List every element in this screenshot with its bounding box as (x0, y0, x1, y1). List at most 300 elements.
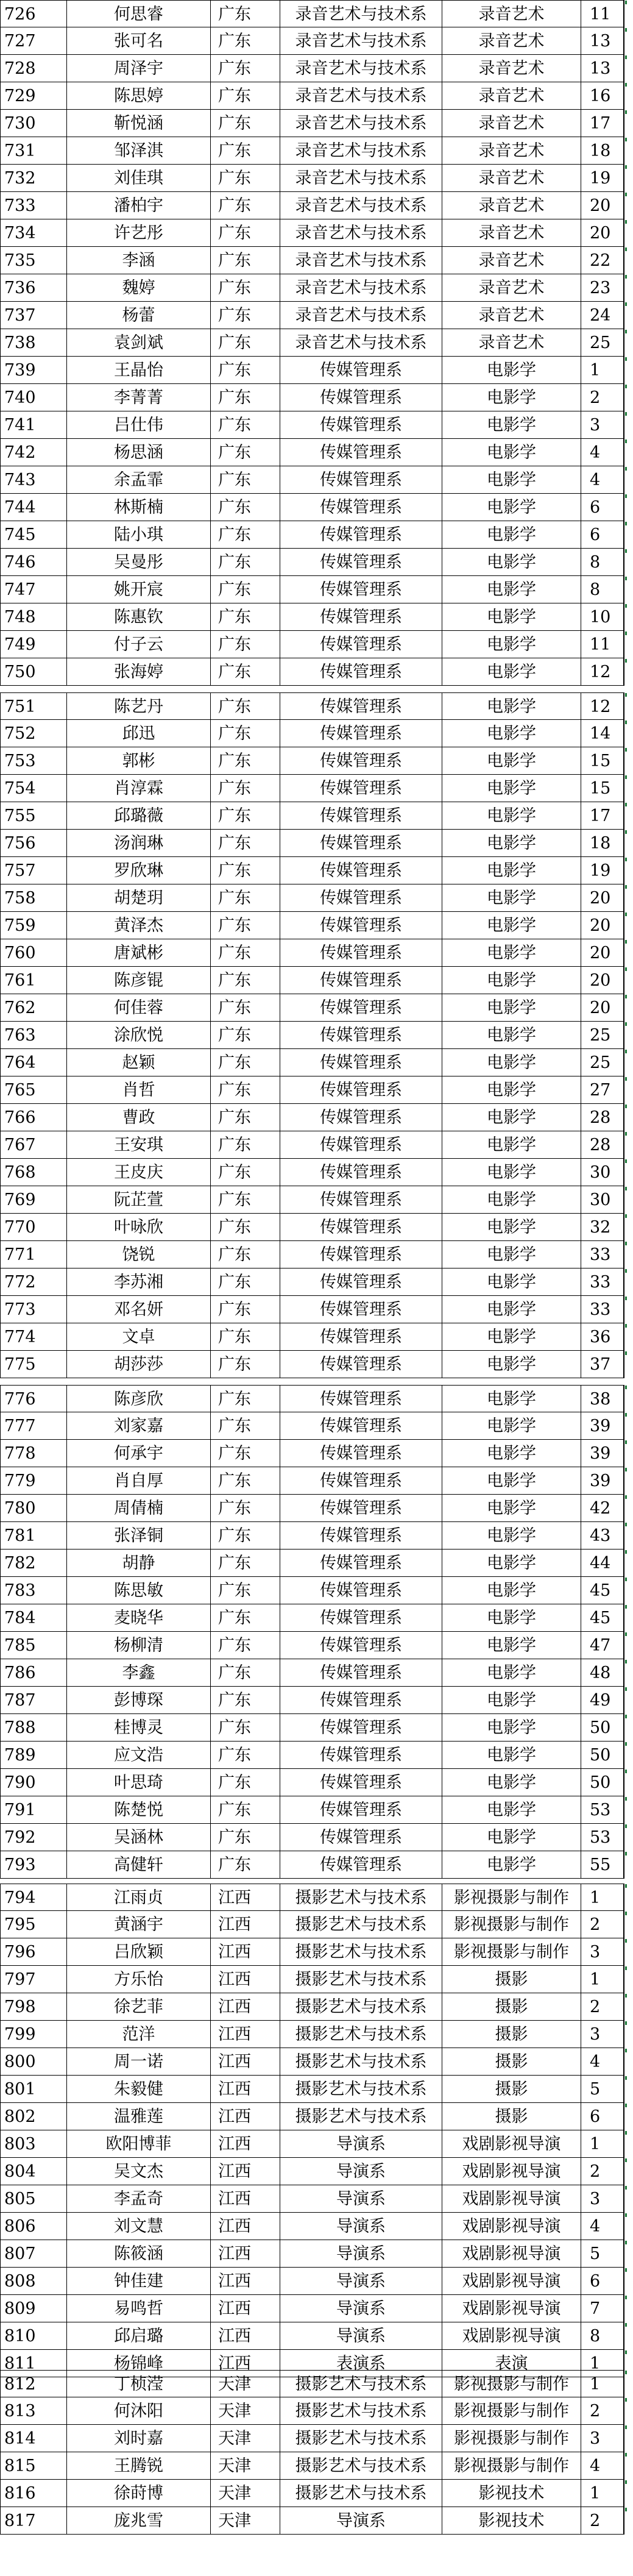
province-cell: 广东 (211, 1467, 280, 1495)
rank-cell: 50 (581, 1714, 624, 1742)
province-cell: 江西 (211, 1966, 280, 1993)
rank-cell: 43 (581, 1522, 624, 1550)
rank-cell: 20 (581, 192, 624, 219)
rank-cell: 2 (581, 1993, 624, 2021)
rank-cell: 8 (581, 2322, 624, 2350)
table-row (0, 1440, 633, 1467)
major-cell: 录音艺术 (442, 192, 581, 219)
cell-corner-marker (625, 193, 627, 196)
major-cell: 录音艺术 (442, 165, 581, 192)
table-row (0, 857, 633, 884)
student-name-cell: 李苏湘 (67, 1268, 211, 1296)
department-cell: 摄影艺术与技术系 (280, 1966, 442, 1993)
rank-cell: 15 (581, 747, 624, 775)
row-number-cell: 758 (0, 884, 67, 912)
department-cell: 传媒管理系 (280, 1186, 442, 1214)
major-cell: 录音艺术 (442, 27, 581, 55)
department-cell: 传媒管理系 (280, 1022, 442, 1049)
department-cell: 传媒管理系 (280, 1604, 442, 1632)
student-name-cell: 黄泽杰 (67, 912, 211, 939)
rank-cell: 28 (581, 1131, 624, 1159)
table-row (0, 1742, 633, 1769)
student-name-cell: 叶思琦 (67, 1769, 211, 1796)
major-cell: 电影学 (442, 631, 581, 658)
cell-corner-marker (625, 467, 627, 471)
province-cell: 广东 (211, 1049, 280, 1076)
rank-cell: 19 (581, 857, 624, 884)
department-cell: 录音艺术与技术系 (280, 110, 442, 137)
cell-corner-marker (625, 1687, 627, 1691)
province-cell: 江西 (211, 2103, 280, 2130)
table-row (0, 1495, 633, 1522)
table-row (0, 775, 633, 802)
table-row (0, 1268, 633, 1296)
major-cell: 电影学 (442, 720, 581, 747)
rank-cell: 4 (581, 2048, 624, 2076)
row-number-cell: 797 (0, 1966, 67, 1993)
province-cell: 广东 (211, 1604, 280, 1632)
major-cell: 电影学 (442, 1186, 581, 1214)
table-row (0, 576, 633, 603)
major-cell: 录音艺术 (442, 247, 581, 274)
province-cell: 广东 (211, 857, 280, 884)
cell-corner-marker (625, 1939, 627, 1943)
rank-cell: 6 (581, 2103, 624, 2130)
row-number-cell: 740 (0, 384, 67, 411)
student-name-cell: 周倩楠 (67, 1495, 211, 1522)
province-cell: 广东 (211, 1186, 280, 1214)
province-cell: 广东 (211, 1268, 280, 1296)
cell-corner-marker (625, 1077, 627, 1081)
student-name-cell: 徐艺菲 (67, 1993, 211, 2021)
table-row (0, 603, 633, 631)
row-number-cell: 726 (0, 0, 67, 27)
department-cell: 摄影艺术与技术系 (280, 2425, 442, 2452)
student-name-cell: 肖哲 (67, 1076, 211, 1104)
rank-cell: 4 (581, 439, 624, 466)
department-cell: 传媒管理系 (280, 1323, 442, 1351)
cell-corner-marker (625, 940, 627, 944)
rank-cell: 11 (581, 0, 624, 27)
student-name-cell: 陆小琪 (67, 521, 211, 549)
table-row (0, 1659, 633, 1687)
major-cell: 电影学 (442, 1351, 581, 1378)
department-cell: 传媒管理系 (280, 357, 442, 384)
province-cell: 广东 (211, 1687, 280, 1714)
rank-cell: 2 (581, 2397, 624, 2425)
student-name-cell: 唐斌彬 (67, 939, 211, 967)
row-number-cell: 812 (0, 2370, 67, 2397)
cell-corner-marker (625, 2076, 627, 2080)
department-cell: 摄影艺术与技术系 (280, 2048, 442, 2076)
rank-cell: 30 (581, 1186, 624, 1214)
major-cell: 摄影 (442, 2076, 581, 2103)
row-number-cell: 753 (0, 747, 67, 775)
province-cell: 广东 (211, 219, 280, 247)
major-cell: 录音艺术 (442, 55, 581, 82)
table-row (0, 549, 633, 576)
cell-corner-marker (625, 1797, 627, 1801)
table-row (0, 1049, 633, 1076)
department-cell: 摄影艺术与技术系 (280, 1911, 442, 1938)
department-cell: 传媒管理系 (280, 747, 442, 775)
table-row (0, 1323, 633, 1351)
row-number-cell: 735 (0, 247, 67, 274)
cell-corner-marker (625, 1297, 627, 1300)
row-number-cell: 796 (0, 1938, 67, 1966)
cell-corner-marker (625, 2425, 627, 2429)
cell-corner-marker (625, 1214, 627, 1218)
table-row (0, 1186, 633, 1214)
student-name-cell: 陈思婷 (67, 82, 211, 110)
row-number-cell: 769 (0, 1186, 67, 1214)
province-cell: 江西 (211, 2076, 280, 2103)
table-row (0, 1131, 633, 1159)
department-cell: 录音艺术与技术系 (280, 165, 442, 192)
rank-cell: 36 (581, 1323, 624, 1351)
department-cell: 传媒管理系 (280, 1851, 442, 1879)
row-number-cell: 798 (0, 1993, 67, 2021)
table-row (0, 2480, 633, 2507)
row-number-cell: 732 (0, 165, 67, 192)
province-cell: 江西 (211, 2185, 280, 2213)
department-cell: 传媒管理系 (280, 1495, 442, 1522)
major-cell: 录音艺术 (442, 137, 581, 165)
table-row (0, 329, 633, 357)
student-name-cell: 邓名妍 (67, 1296, 211, 1323)
province-cell: 天津 (211, 2370, 280, 2397)
row-number-cell: 793 (0, 1851, 67, 1879)
province-cell: 广东 (211, 27, 280, 55)
department-cell: 录音艺术与技术系 (280, 137, 442, 165)
rank-cell: 37 (581, 1351, 624, 1378)
row-number-cell: 728 (0, 55, 67, 82)
rank-cell: 39 (581, 1440, 624, 1467)
rank-cell: 2 (581, 2158, 624, 2185)
cell-corner-marker (625, 522, 627, 525)
cell-corner-marker (625, 2508, 627, 2511)
rank-cell: 20 (581, 939, 624, 967)
student-name-cell: 林斯楠 (67, 494, 211, 521)
row-number-cell: 791 (0, 1796, 67, 1824)
major-cell: 电影学 (442, 1241, 581, 1268)
department-cell: 传媒管理系 (280, 1659, 442, 1687)
department-cell: 传媒管理系 (280, 466, 442, 494)
major-cell: 录音艺术 (442, 110, 581, 137)
rank-cell: 20 (581, 994, 624, 1022)
cell-corner-marker (625, 2480, 627, 2484)
student-name-cell: 黄涵宇 (67, 1911, 211, 1938)
cell-corner-marker (625, 247, 627, 251)
department-cell: 摄影艺术与技术系 (280, 2480, 442, 2507)
rank-cell: 33 (581, 1268, 624, 1296)
row-number-cell: 786 (0, 1659, 67, 1687)
rank-cell: 1 (581, 2480, 624, 2507)
cell-corner-marker (625, 1632, 627, 1636)
student-name-cell: 何思睿 (67, 0, 211, 27)
major-cell: 电影学 (442, 549, 581, 576)
major-cell: 电影学 (442, 521, 581, 549)
table-row (0, 967, 633, 994)
table-row (0, 1159, 633, 1186)
cell-corner-marker (625, 1468, 627, 1471)
major-cell: 电影学 (442, 658, 581, 686)
major-cell: 电影学 (442, 1687, 581, 1714)
rank-cell: 5 (581, 2240, 624, 2268)
row-number-cell: 750 (0, 658, 67, 686)
row-number-cell: 810 (0, 2322, 67, 2350)
student-name-cell: 陈艺丹 (67, 692, 211, 720)
cell-corner-marker (625, 1050, 627, 1053)
rank-cell: 16 (581, 82, 624, 110)
student-name-cell: 刘时嘉 (67, 2425, 211, 2452)
rank-cell: 14 (581, 720, 624, 747)
major-cell: 电影学 (442, 692, 581, 720)
major-cell: 电影学 (442, 576, 581, 603)
province-cell: 广东 (211, 939, 280, 967)
cell-corner-marker (625, 2104, 627, 2107)
table-row (0, 1604, 633, 1632)
cell-corner-marker (625, 1351, 627, 1355)
row-number-cell: 749 (0, 631, 67, 658)
major-cell: 电影学 (442, 1049, 581, 1076)
row-number-cell: 734 (0, 219, 67, 247)
student-name-cell: 桂博灵 (67, 1714, 211, 1742)
student-name-cell: 陈彦欣 (67, 1385, 211, 1412)
row-number-cell: 733 (0, 192, 67, 219)
rank-cell: 19 (581, 165, 624, 192)
row-number-cell: 784 (0, 1604, 67, 1632)
department-cell: 传媒管理系 (280, 1714, 442, 1742)
province-cell: 广东 (211, 247, 280, 274)
student-name-cell: 范洋 (67, 2021, 211, 2048)
cell-corner-marker (625, 2131, 627, 2135)
table-row (0, 1522, 633, 1550)
department-cell: 导演系 (280, 2322, 442, 2350)
rank-cell: 17 (581, 110, 624, 137)
major-cell: 电影学 (442, 1467, 581, 1495)
province-cell: 广东 (211, 658, 280, 686)
department-cell: 传媒管理系 (280, 1467, 442, 1495)
student-name-cell: 王安琪 (67, 1131, 211, 1159)
rank-cell: 38 (581, 1385, 624, 1412)
province-cell: 广东 (211, 1659, 280, 1687)
rank-cell: 4 (581, 2452, 624, 2480)
student-name-cell: 丁桢滢 (67, 2370, 211, 2397)
province-cell: 广东 (211, 1769, 280, 1796)
cell-corner-marker (625, 1187, 627, 1190)
major-cell: 电影学 (442, 994, 581, 1022)
cell-corner-marker (625, 275, 627, 279)
rank-cell: 3 (581, 2425, 624, 2452)
major-cell: 录音艺术 (442, 274, 581, 302)
province-cell: 广东 (211, 55, 280, 82)
rank-cell: 45 (581, 1577, 624, 1604)
rank-cell: 2 (581, 1911, 624, 1938)
rank-cell: 4 (581, 2213, 624, 2240)
province-cell: 广东 (211, 912, 280, 939)
cell-corner-marker (625, 1742, 627, 1746)
major-cell: 电影学 (442, 494, 581, 521)
student-name-cell: 吕仕伟 (67, 411, 211, 439)
cell-corner-marker (625, 1495, 627, 1499)
row-number-cell: 729 (0, 82, 67, 110)
row-number-cell: 752 (0, 720, 67, 747)
rank-cell: 33 (581, 1241, 624, 1268)
cell-corner-marker (625, 830, 627, 834)
province-cell: 广东 (211, 775, 280, 802)
department-cell: 录音艺术与技术系 (280, 329, 442, 357)
department-cell: 传媒管理系 (280, 521, 442, 549)
cell-corner-marker (625, 1132, 627, 1136)
province-cell: 广东 (211, 1076, 280, 1104)
rank-cell: 53 (581, 1824, 624, 1851)
student-name-cell: 邱启璐 (67, 2322, 211, 2350)
table-row (0, 1714, 633, 1742)
table-row (0, 2425, 633, 2452)
table-row (0, 1884, 633, 1911)
row-number-cell: 727 (0, 27, 67, 55)
department-cell: 传媒管理系 (280, 692, 442, 720)
rank-cell: 33 (581, 1296, 624, 1323)
cell-corner-marker (625, 885, 627, 889)
province-cell: 广东 (211, 466, 280, 494)
province-cell: 江西 (211, 1911, 280, 1938)
table-row (0, 247, 633, 274)
province-cell: 广东 (211, 830, 280, 857)
student-name-cell: 徐莳博 (67, 2480, 211, 2507)
province-cell: 广东 (211, 1742, 280, 1769)
cell-corner-marker (625, 1523, 627, 1526)
student-name-cell: 许艺彤 (67, 219, 211, 247)
major-cell: 录音艺术 (442, 329, 581, 357)
department-cell: 传媒管理系 (280, 1550, 442, 1577)
department-cell: 录音艺术与技术系 (280, 82, 442, 110)
department-cell: 录音艺术与技术系 (280, 247, 442, 274)
cell-corner-marker (625, 385, 627, 388)
major-cell: 录音艺术 (442, 219, 581, 247)
rank-cell: 6 (581, 2268, 624, 2295)
cell-corner-marker (625, 2158, 627, 2162)
table-row (0, 439, 633, 466)
province-cell: 广东 (211, 1440, 280, 1467)
province-cell: 广东 (211, 1632, 280, 1659)
rank-cell: 1 (581, 2370, 624, 2397)
cell-corner-marker (625, 2268, 627, 2272)
row-number-cell: 743 (0, 466, 67, 494)
department-cell: 摄影艺术与技术系 (280, 2452, 442, 2480)
province-cell: 广东 (211, 1714, 280, 1742)
rank-cell: 50 (581, 1742, 624, 1769)
table-row (0, 2158, 633, 2185)
cell-corner-marker (625, 302, 627, 306)
student-name-cell: 周泽宇 (67, 55, 211, 82)
student-name-cell: 饶锐 (67, 1241, 211, 1268)
row-number-cell: 776 (0, 1385, 67, 1412)
department-cell: 传媒管理系 (280, 775, 442, 802)
cell-corner-marker (625, 1605, 627, 1609)
province-cell: 江西 (211, 1993, 280, 2021)
major-cell: 录音艺术 (442, 82, 581, 110)
table-row (0, 1296, 633, 1323)
major-cell: 电影学 (442, 830, 581, 857)
cell-corner-marker (625, 55, 627, 59)
cell-corner-marker (625, 1660, 627, 1663)
table-row (0, 830, 633, 857)
table-row (0, 2295, 633, 2322)
province-cell: 江西 (211, 2021, 280, 2048)
student-name-cell: 温雅莲 (67, 2103, 211, 2130)
department-cell: 传媒管理系 (280, 494, 442, 521)
province-cell: 广东 (211, 1241, 280, 1268)
table-row (0, 1632, 633, 1659)
table-row (0, 2452, 633, 2480)
major-cell: 电影学 (442, 1022, 581, 1049)
row-number-cell: 738 (0, 329, 67, 357)
row-number-cell: 813 (0, 2397, 67, 2425)
row-number-cell: 775 (0, 1351, 67, 1378)
row-number-cell: 809 (0, 2295, 67, 2322)
major-cell: 电影学 (442, 1522, 581, 1550)
department-cell: 导演系 (280, 2130, 442, 2158)
row-number-cell: 794 (0, 1884, 67, 1911)
province-cell: 广东 (211, 521, 280, 549)
department-cell: 传媒管理系 (280, 857, 442, 884)
rank-cell: 12 (581, 692, 624, 720)
major-cell: 影视摄影与制作 (442, 2425, 581, 2452)
cell-corner-marker (625, 1269, 627, 1273)
major-cell: 影视摄影与制作 (442, 2452, 581, 2480)
student-name-cell: 王腾锐 (67, 2452, 211, 2480)
department-cell: 导演系 (280, 2185, 442, 2213)
student-name-cell: 陈筱涵 (67, 2240, 211, 2268)
table-row (0, 2370, 633, 2397)
major-cell: 录音艺术 (442, 302, 581, 329)
table-row (0, 2213, 633, 2240)
rank-cell: 1 (581, 357, 624, 384)
major-cell: 表演 (442, 2350, 581, 2377)
row-number-cell: 745 (0, 521, 67, 549)
cell-corner-marker (625, 2049, 627, 2052)
row-number-cell: 781 (0, 1522, 67, 1550)
rank-cell: 1 (581, 1884, 624, 1911)
department-cell: 传媒管理系 (280, 1632, 442, 1659)
major-cell: 戏剧影视导演 (442, 2240, 581, 2268)
major-cell: 电影学 (442, 1159, 581, 1186)
row-number-cell: 763 (0, 1022, 67, 1049)
table-row (0, 994, 633, 1022)
major-cell: 电影学 (442, 1550, 581, 1577)
department-cell: 摄影艺术与技术系 (280, 1938, 442, 1966)
major-cell: 影视摄影与制作 (442, 2370, 581, 2397)
table-row (0, 82, 633, 110)
rank-cell: 8 (581, 576, 624, 603)
province-cell: 天津 (211, 2452, 280, 2480)
major-cell: 电影学 (442, 1296, 581, 1323)
cell-corner-marker (625, 220, 627, 224)
cell-corner-marker (625, 1386, 627, 1389)
major-cell: 电影学 (442, 967, 581, 994)
table-row (0, 720, 633, 747)
row-number-cell: 762 (0, 994, 67, 1022)
cell-corner-marker (625, 1022, 627, 1026)
province-cell: 天津 (211, 2425, 280, 2452)
rank-cell: 24 (581, 302, 624, 329)
student-name-cell: 肖自厚 (67, 1467, 211, 1495)
province-cell: 广东 (211, 1104, 280, 1131)
province-cell: 广东 (211, 1323, 280, 1351)
major-cell: 戏剧影视导演 (442, 2268, 581, 2295)
